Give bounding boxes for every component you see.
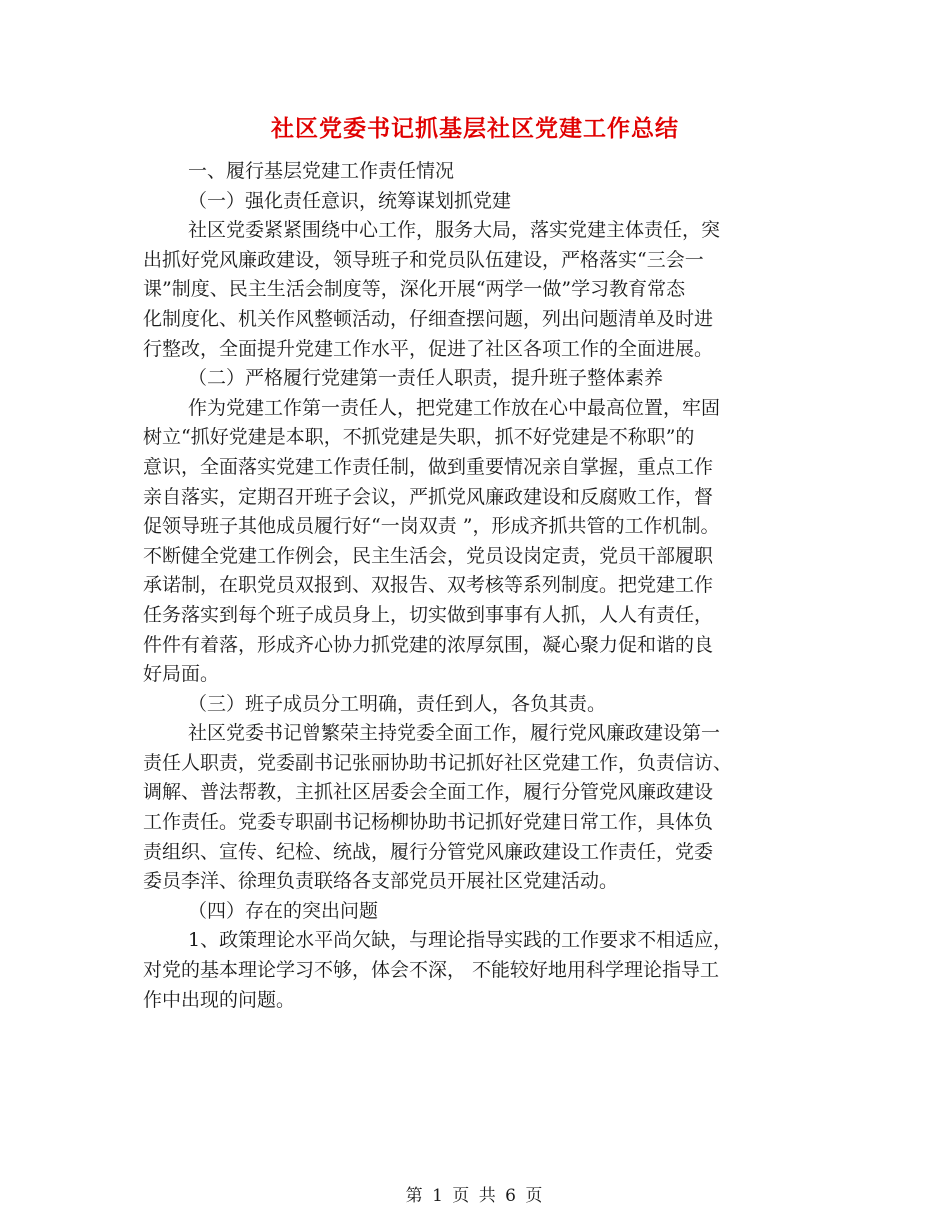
paragraph-line: 树立“抓好党建是本职，不抓党建是失职，抓不好党建是不称职”的 bbox=[143, 426, 695, 449]
paragraph-line: 责组织、宣传、纪检、统战，履行分管党风廉政建设工作责任，党委 bbox=[143, 840, 714, 863]
subsection-heading: （四）存在的突出问题 bbox=[188, 899, 379, 922]
document-title: 社区党委书记抓基层社区党建工作总结 bbox=[271, 115, 679, 142]
paragraph-line: 作为党建工作第一责任人，把党建工作放在心中最高位置，牢固 bbox=[188, 396, 721, 419]
paragraph-line: 化制度化、机关作风整顿活动，仔细查摆问题，列出问题清单及时进 bbox=[143, 307, 714, 330]
page-number-footer: 第 1 页 共 6 页 bbox=[405, 1186, 545, 1206]
subsection-heading: （一）强化责任意识，统筹谋划抓党建 bbox=[188, 189, 512, 212]
paragraph-line: 对党的基本理论学习不够，体会不深， 不能较好地用科学理论指导工 bbox=[143, 959, 720, 982]
paragraph-line: 工作责任。党委专职副书记杨柳协助书记抓好党建日常工作，具体负 bbox=[143, 811, 714, 834]
document-body bbox=[143, 157, 808, 1015]
paragraph-line: 承诺制，在职党员双报到、双报告、双考核等系列制度。把党建工作 bbox=[143, 574, 714, 597]
paragraph-line: 调解、普法帮教，主抓社区居委会全面工作，履行分管党风廉政建设 bbox=[143, 781, 714, 804]
paragraph-line: 1、政策理论水平尚欠缺，与理论指导实践的工作要求不相适应， bbox=[188, 929, 733, 952]
paragraph-line: 行整改，全面提升党建工作水平，促进了社区各项工作的全面进展。 bbox=[143, 337, 714, 360]
paragraph-line: 不断健全党建工作例会，民主生活会，党员设岗定责，党员干部履职 bbox=[143, 544, 714, 567]
paragraph-line: 社区党委紧紧围绕中心工作，服务大局，落实党建主体责任，突 bbox=[188, 219, 721, 242]
paragraph-line: 意识，全面落实党建工作责任制，做到重要情况亲自掌握，重点工作 bbox=[143, 455, 714, 478]
section-heading: 一、履行基层党建工作责任情况 bbox=[188, 160, 455, 182]
paragraph-line: 委员李洋、徐理负责联络各支部党员开展社区党建活动。 bbox=[143, 870, 619, 893]
subsection-heading: （三）班子成员分工明确，责任到人，各负其责。 bbox=[188, 692, 607, 715]
paragraph-line: 课”制度、民主生活会制度等，深化开展“两学一做”学习教育常态 bbox=[143, 278, 686, 301]
paragraph-line: 亲自落实，定期召开班子会议，严抓党风廉政建设和反腐败工作，督 bbox=[143, 485, 714, 508]
paragraph-line: 出抓好党风廉政建设，领导班子和党员队伍建设，严格落实“三会一 bbox=[143, 248, 704, 271]
paragraph-line: 件件有着落，形成齐心协力抓党建的浓厚氛围，凝心聚力促和谐的良 bbox=[143, 633, 714, 656]
paragraph-line: 社区党委书记曾繁荣主持党委全面工作，履行党风廉政建设第一 bbox=[188, 722, 721, 745]
paragraph-line: 任务落实到每个班子成员身上，切实做到事事有人抓，人人有责任， bbox=[143, 603, 714, 626]
paragraph-line: 作中出现的问题。 bbox=[143, 988, 296, 1011]
paragraph-line: 好局面。 bbox=[143, 663, 220, 686]
paragraph-line: 促领导班子其他成员履行好“一岗双责 ”，形成齐抓共管的工作机制。 bbox=[143, 515, 720, 538]
paragraph-line: 责任人职责，党委副书记张丽协助书记抓好社区党建工作，负责信访、 bbox=[143, 751, 733, 774]
subsection-heading: （二）严格履行党建第一责任人职责，提升班子整体素养 bbox=[188, 367, 664, 390]
